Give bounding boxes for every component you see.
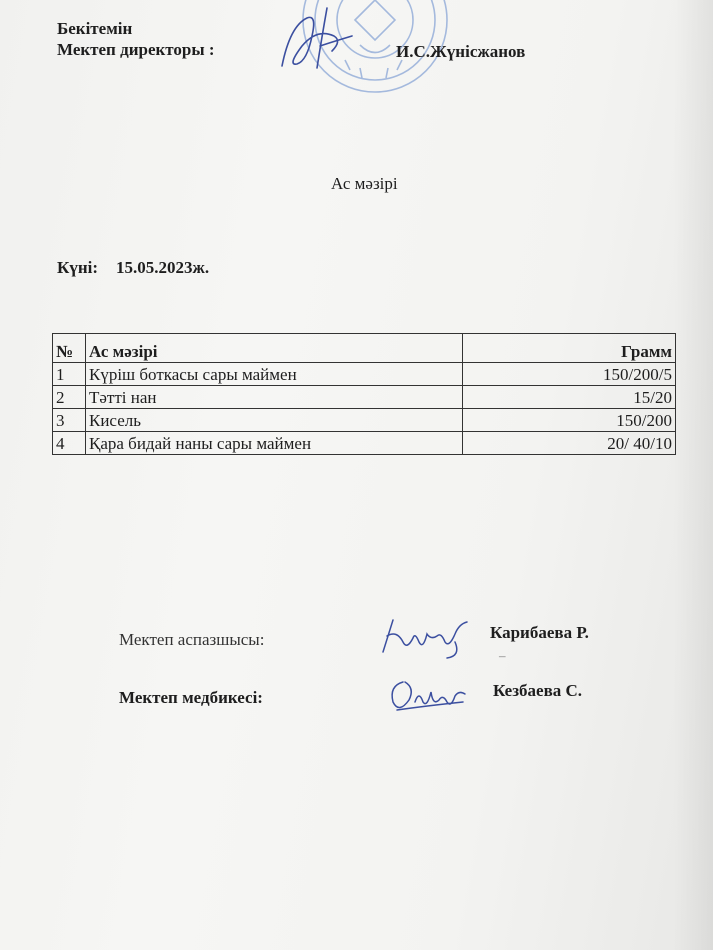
row-number: 2 — [53, 386, 86, 409]
date-label: Күні: — [57, 258, 99, 277]
director-name: И.С.Жүнісжанов — [396, 42, 526, 61]
nurse-signature — [385, 672, 475, 717]
cook-signature — [375, 612, 475, 662]
row-number: 3 — [53, 409, 86, 432]
row-number: 1 — [53, 363, 86, 386]
director-label: Мектеп директоры : — [57, 40, 215, 59]
row-number: 4 — [53, 432, 86, 455]
director-signature — [272, 6, 362, 76]
row-dish: Тәтті нан — [86, 386, 463, 409]
header-number: № — [53, 334, 86, 363]
table-row — [53, 363, 676, 386]
nurse-name: Кезбаева С. — [493, 681, 583, 700]
dash-mark: – — [499, 648, 506, 663]
row-gram: 20/ 40/10 — [463, 432, 676, 455]
nurse-label: Мектеп медбикесі: — [119, 688, 263, 707]
page-title: Ас мәзірі — [331, 174, 398, 193]
header-dish: Ас мәзірі — [86, 334, 463, 363]
cook-label: Мектеп аспазшысы: — [119, 630, 265, 649]
date-value: 15.05.2023ж. — [116, 258, 210, 277]
row-dish: Кисель — [86, 409, 463, 432]
row-dish: Қара бидай наны сары маймен — [86, 432, 463, 455]
page-shadow — [673, 0, 713, 950]
table-row — [53, 386, 676, 409]
row-gram: 15/20 — [463, 386, 676, 409]
row-gram: 150/200 — [463, 409, 676, 432]
row-gram: 150/200/5 — [463, 363, 676, 386]
menu-table — [52, 333, 676, 455]
header-gram: Грамм — [463, 334, 676, 363]
approve-label: Бекітемін — [57, 19, 133, 38]
row-dish: Күріш боткасы сары маймен — [86, 363, 463, 386]
table-row — [53, 432, 676, 455]
table-header-row — [53, 334, 676, 363]
table-row — [53, 409, 676, 432]
cook-name: Карибаева Р. — [490, 623, 589, 642]
